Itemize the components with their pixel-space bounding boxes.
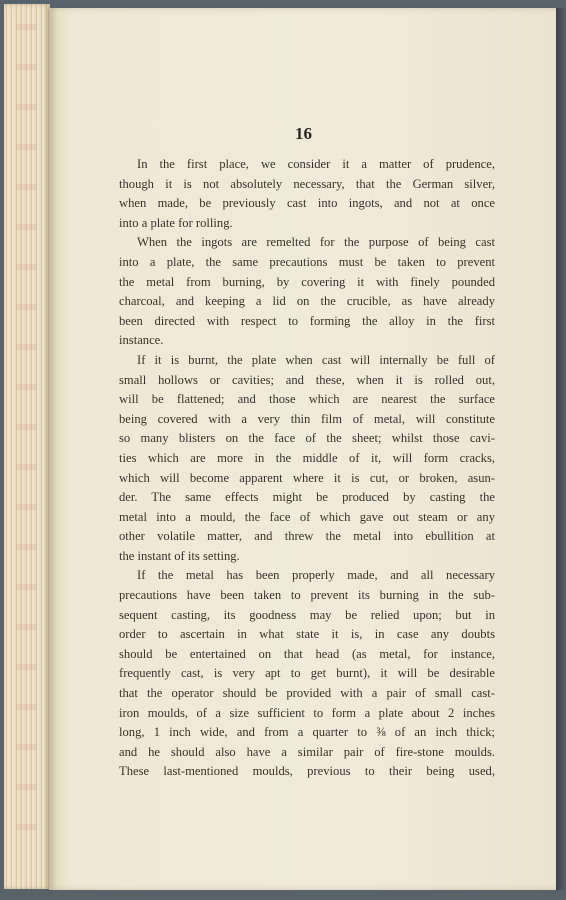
text-line: frequently cast, is very apt to get burnt), it will be desirable [119, 666, 495, 681]
text-line: which will become apparent where it is cut, or broken, asun- [119, 470, 495, 485]
text-line: charcoal, and keeping a lid on the crucible, as have already [119, 294, 495, 309]
text-line: and he should also have a similar pair of fire-stone moulds. [119, 744, 495, 759]
text-line: that the operator should be provided with a pair of small cast- [119, 686, 495, 701]
text-line: order to ascertain in what state it is, in case any doubts [119, 627, 495, 642]
text-line: These last-mentioned moulds, previous to their being used, [119, 764, 495, 779]
text-line: into a plate, the same precautions must be taken to prevent [119, 254, 495, 269]
text-line: been directed with respect to forming the alloy in the first [119, 313, 495, 328]
text-line: ties which are more in the middle of it, will form cracks, [119, 450, 495, 465]
text-line: when made, be previously cast into ingots, and not at once [119, 196, 495, 211]
text-line: precautions have been taken to prevent its burning in the sub- [119, 588, 495, 603]
text-line: If the metal has been properly made, and all necessary [137, 568, 495, 583]
text-line: In the first place, we consider it a matter of prudence, [137, 157, 495, 171]
text-line: should be entertained on that head (as metal, for instance, [119, 646, 495, 661]
text-line: will be flattened; and those which are nearest the surface [119, 392, 495, 407]
text-line: into a plate for rolling. [119, 215, 233, 230]
text-line: though it is not absolutely necessary, that the German silver, [119, 176, 495, 191]
text-line: sequent casting, its goodness may be relied upon; but in [119, 607, 495, 622]
text-line: the instant of its setting. [119, 548, 240, 563]
body-text [119, 155, 495, 782]
text-line: small hollows or cavities; and these, when it is rolled out, [119, 372, 495, 387]
text-line: the metal from burning, by covering it with finely pounded [119, 274, 495, 289]
text-line: other volatile matter, and threw the metal into ebullition at [119, 529, 495, 544]
text-line: iron moulds, of a size sufficient to form a plate about 2 inches [119, 705, 495, 720]
text-line: When the ingots are remelted for the purpose of being cast [137, 235, 495, 250]
text-line: metal into a mould, the face of which gave out steam or any [119, 509, 495, 524]
text-line: instance. [119, 333, 164, 348]
page-edges [4, 4, 50, 889]
page-shadow [556, 8, 566, 892]
text-line: being covered with a very thin film of metal, will constitute [119, 411, 495, 426]
background-band [0, 890, 566, 900]
text-line: If it is burnt, the plate when cast will internally be full of [137, 352, 495, 367]
page-number: 16 [295, 124, 312, 143]
text-line: so many blisters on the face of the sheet; whilst those cavi- [119, 431, 495, 446]
text-line: der. The same effects might be produced by casting the [119, 490, 495, 505]
text-line: long, 1 inch wide, and from a quarter to ⅜ of an inch thick; [119, 725, 495, 740]
